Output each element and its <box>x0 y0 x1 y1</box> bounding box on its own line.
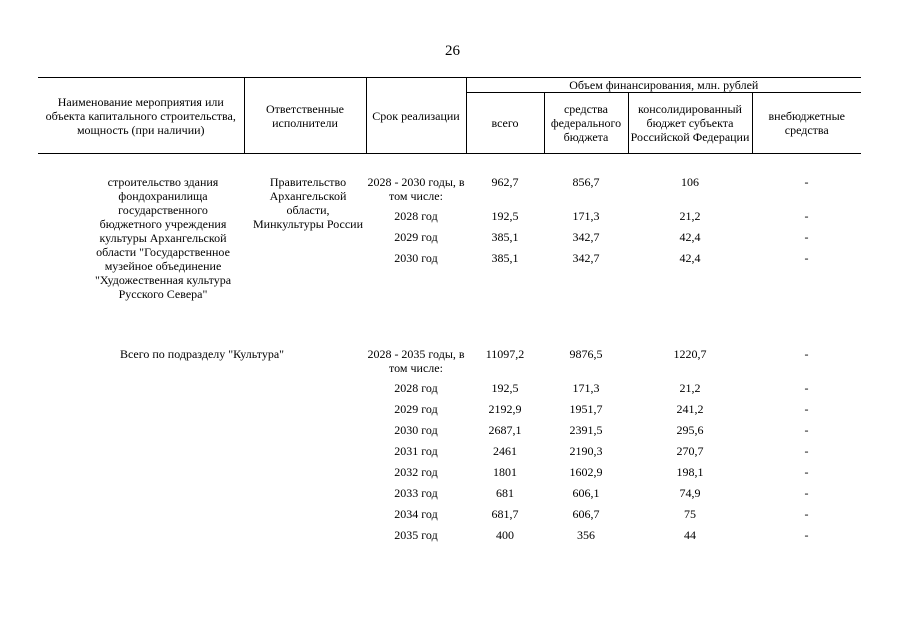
header-federal: средства федерального бюджета <box>544 93 628 154</box>
extra-cell: - <box>804 528 809 542</box>
total-cell: 385,1 <box>491 230 519 244</box>
regional-cell: 21,2 <box>679 381 701 395</box>
term-cell: 2028 - 2035 годы, в том числе: <box>367 347 465 375</box>
total-cell: 2192,9 <box>488 402 522 416</box>
table-row <box>38 507 861 528</box>
section2-name: Всего по подразделу "Культура" <box>119 347 285 361</box>
extra-cell: - <box>804 230 809 244</box>
extra-cell: - <box>804 381 809 395</box>
header-term: Срок реализации <box>366 78 466 154</box>
header-extra: внебюджетные средства <box>752 93 861 154</box>
regional-cell: 74,9 <box>679 486 701 500</box>
federal-cell: 856,7 <box>572 175 600 189</box>
table-row <box>38 423 861 444</box>
table-row <box>38 444 861 465</box>
regional-cell: 270,7 <box>676 444 704 458</box>
section1-exec: Правительство Архангельской области, Минкультуры России <box>253 175 363 231</box>
term-cell: 2034 год <box>394 507 438 521</box>
federal-cell: 606,1 <box>572 486 600 500</box>
table-row <box>38 381 861 402</box>
federal-cell: 342,7 <box>572 230 600 244</box>
table-row <box>38 402 861 423</box>
total-cell: 962,7 <box>491 175 519 189</box>
term-cell: 2029 год <box>394 230 438 244</box>
extra-cell: - <box>804 175 809 189</box>
federal-cell: 2190,3 <box>569 444 603 458</box>
federal-cell: 171,3 <box>572 381 600 395</box>
term-cell: 2028 год <box>394 381 438 395</box>
term-cell: 2029 год <box>394 402 438 416</box>
section2-body <box>38 326 861 549</box>
total-cell: 192,5 <box>491 381 519 395</box>
federal-cell: 356 <box>577 528 595 542</box>
federal-cell: 1951,7 <box>569 402 603 416</box>
total-cell: 681,7 <box>491 507 519 521</box>
extra-cell: - <box>804 347 809 361</box>
federal-cell: 9876,5 <box>569 347 603 361</box>
page-number: 26 <box>445 43 460 59</box>
total-cell: 400 <box>496 528 514 542</box>
extra-cell: - <box>804 444 809 458</box>
federal-cell: 2391,5 <box>569 423 603 437</box>
regional-cell: 21,2 <box>679 209 701 223</box>
term-cell: 2028 - 2030 годы, в том числе: <box>367 175 465 203</box>
extra-cell: - <box>804 209 809 223</box>
federal-cell: 1602,9 <box>569 465 603 479</box>
total-cell: 1801 <box>493 465 517 479</box>
term-cell: 2032 год <box>394 465 438 479</box>
total-cell: 11097,2 <box>485 347 525 361</box>
term-cell: 2033 год <box>394 486 438 500</box>
extra-cell: - <box>804 507 809 521</box>
table-row <box>38 465 861 486</box>
header-total: всего <box>466 93 544 154</box>
extra-cell: - <box>804 402 809 416</box>
table-row <box>38 486 861 507</box>
header-name: Наименование мероприятия или объекта капитального строительства, мощность (при наличии) <box>38 78 244 154</box>
federal-cell: 606,7 <box>572 507 600 521</box>
regional-cell: 44 <box>684 528 696 542</box>
regional-cell: 241,2 <box>676 402 704 416</box>
term-cell: 2030 год <box>394 251 438 265</box>
regional-cell: 75 <box>684 507 696 521</box>
section1-body <box>38 154 861 327</box>
term-cell: 2031 год <box>394 444 438 458</box>
federal-cell: 342,7 <box>572 251 600 265</box>
regional-cell: 1220,7 <box>673 347 707 361</box>
regional-cell: 198,1 <box>676 465 704 479</box>
extra-cell: - <box>804 423 809 437</box>
term-cell: 2028 год <box>394 209 438 223</box>
federal-cell: 171,3 <box>572 209 600 223</box>
financing-table <box>38 77 861 549</box>
total-cell: 192,5 <box>491 209 519 223</box>
table-row <box>38 347 861 381</box>
term-cell: 2030 год <box>394 423 438 437</box>
table-row <box>38 528 861 549</box>
total-cell: 2687,1 <box>488 423 522 437</box>
regional-cell: 106 <box>681 175 699 189</box>
extra-cell: - <box>804 251 809 265</box>
regional-cell: 42,4 <box>679 230 701 244</box>
regional-cell: 42,4 <box>679 251 701 265</box>
section1-name: строительство здания фондохранилища государственного бюджетного учреждения культуры Архангельской области "Государственное музейное объединение "Художественная культура Русского Севера" <box>94 175 232 301</box>
header-regional: консолидированный бюджет субъекта Российской Федерации <box>628 93 752 154</box>
extra-cell: - <box>804 465 809 479</box>
header-exec: Ответственные исполнители <box>244 78 366 154</box>
total-cell: 2461 <box>493 444 517 458</box>
header-financing-group: Объем финансирования, млн. рублей <box>466 78 861 93</box>
total-cell: 681 <box>496 486 514 500</box>
extra-cell: - <box>804 486 809 500</box>
term-cell: 2035 год <box>394 528 438 542</box>
table-row <box>38 175 861 209</box>
total-cell: 385,1 <box>491 251 519 265</box>
regional-cell: 295,6 <box>676 423 704 437</box>
